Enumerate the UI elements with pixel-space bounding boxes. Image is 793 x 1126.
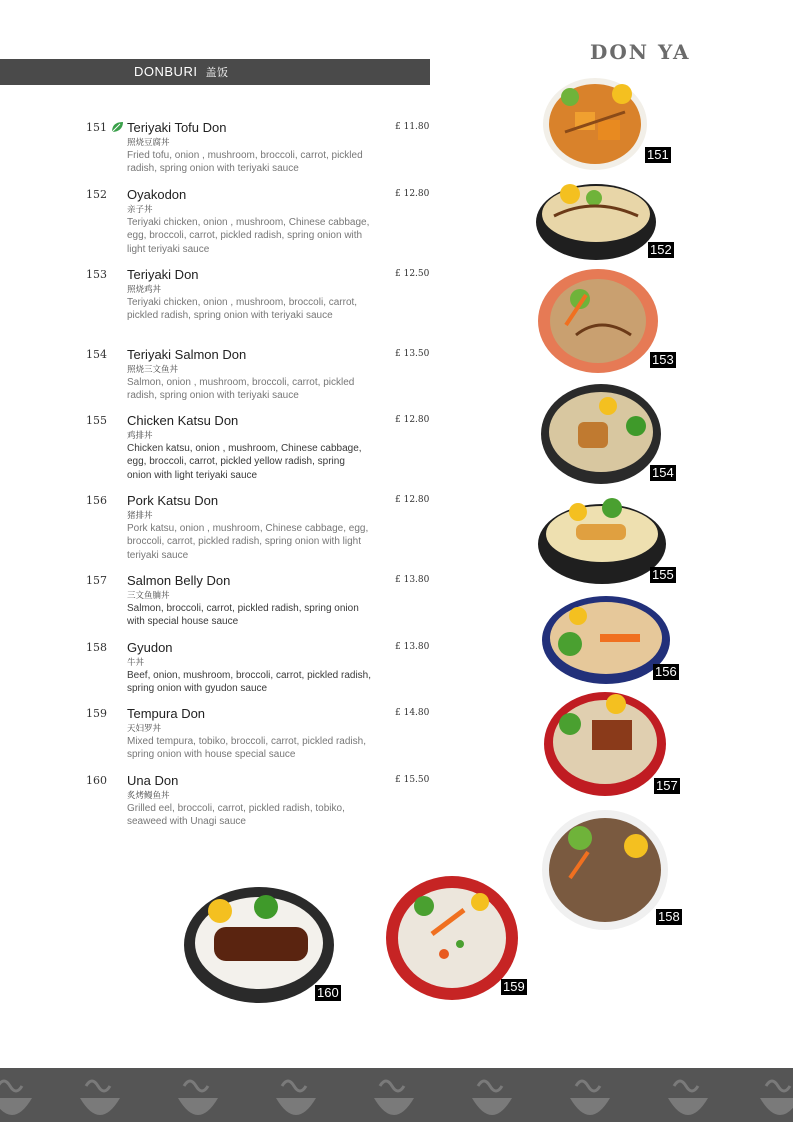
item-description: Mixed tempura, tobiko, broccoli, carrot, pickled radish, spring onion with house special sauce — [127, 736, 366, 761]
brand-logo: DON YA — [590, 40, 691, 64]
section-header — [0, 59, 430, 85]
item-price: £ 12.80 — [395, 415, 430, 425]
food-photo — [536, 265, 660, 375]
item-description: Teriyaki chicken, onion , mushroom, Chinese cabbage, egg, broccoli, carrot, pickled radish, spring onion with light teriyaki sauce — [127, 217, 370, 255]
item-price: £ 12.80 — [395, 189, 430, 199]
item-price: £ 13.50 — [395, 349, 430, 359]
item-number: 152 — [86, 188, 107, 201]
photo-label: 155 — [652, 567, 674, 582]
item-number: 154 — [86, 348, 107, 361]
item-name-cn: 三文鱼腩丼 — [127, 591, 170, 601]
item-number: 159 — [86, 707, 107, 720]
item-description: Salmon, onion , mushroom, broccoli, carrot, pickled radish, spring onion with teriyaki sauce — [127, 377, 355, 402]
item-name-cn: 亲子丼 — [127, 205, 153, 215]
item-name: Teriyaki Tofu Don — [127, 120, 227, 135]
food-photo — [536, 494, 668, 586]
item-name-cn: 鸡排丼 — [127, 431, 153, 441]
item-name-cn: 牛丼 — [127, 658, 145, 668]
section-title-cn: 盖饭 — [205, 67, 229, 79]
item-name: Teriyaki Don — [127, 267, 199, 282]
item-price: £ 13.80 — [395, 642, 430, 652]
item-price: £ 12.80 — [395, 495, 430, 505]
item-price: £ 14.80 — [395, 708, 430, 718]
item-name: Oyakodon — [127, 187, 187, 202]
item-description: Chicken katsu, onion , mushroom, Chinese cabbage, egg, broccoli, carrot, pickled yellow radish, spring onion with light teriyaki sauce — [127, 443, 362, 481]
photo-label: 156 — [655, 664, 677, 679]
item-name: Chicken Katsu Don — [127, 413, 239, 428]
food-photo — [542, 690, 668, 798]
item-price: £ 15.50 — [395, 775, 430, 785]
item-name: Tempura Don — [127, 706, 206, 721]
photo-label: 158 — [658, 909, 680, 924]
section-title: DONBURI 盖饭 — [134, 64, 229, 79]
food-photo — [384, 874, 520, 1002]
item-name: Gyudon — [127, 640, 173, 655]
footer-pattern — [0, 1068, 793, 1122]
bowl-pattern-icon — [0, 1068, 793, 1122]
photo-label: 154 — [652, 465, 674, 480]
item-number: 160 — [86, 774, 107, 787]
item-name-cn: 照烧豆腐丼 — [127, 138, 170, 148]
photo-label: 157 — [656, 778, 678, 793]
item-description: Salmon, broccoli, carrot, pickled radish, spring onion with special house sauce — [127, 603, 359, 628]
food-photo — [538, 382, 664, 486]
item-description: Fried tofu, onion , mushroom, broccoli, carrot, pickled radish, spring onion with teriyaki sauce — [127, 150, 363, 175]
item-number: 151 — [86, 121, 107, 134]
item-number: 156 — [86, 494, 107, 507]
item-name-cn: 照烧鸡丼 — [127, 285, 162, 295]
item-description: Grilled eel, broccoli, carrot, pickled radish, tobiko, seaweed with Unagi sauce — [127, 803, 345, 828]
item-description: Pork katsu, onion , mushroom, Chinese cabbage, egg, broccoli, carrot, pickled radish, spring onion with light teriyaki sauce — [127, 523, 369, 561]
leaf-icon — [110, 121, 124, 133]
item-number: 157 — [86, 574, 107, 587]
photo-label: 160 — [317, 985, 339, 1000]
photo-label: 152 — [650, 242, 672, 257]
food-photo — [182, 883, 336, 1005]
food-photo — [540, 72, 650, 172]
item-name-cn: 猪排丼 — [127, 511, 153, 521]
photo-label: 159 — [503, 979, 525, 994]
item-number: 153 — [86, 268, 107, 281]
food-photo — [534, 176, 658, 262]
item-price: £ 13.80 — [395, 575, 430, 585]
item-name-cn: 天妇罗丼 — [127, 724, 162, 734]
photo-label: 153 — [652, 352, 674, 367]
item-name: Teriyaki Salmon Don — [127, 347, 247, 362]
item-number: 158 — [86, 641, 107, 654]
item-name: Pork Katsu Don — [127, 493, 219, 508]
item-name: Una Don — [127, 773, 179, 788]
item-price: £ 11.80 — [395, 122, 430, 132]
item-name-cn: 炙烤鳗鱼丼 — [127, 791, 170, 801]
item-description: Beef, onion, mushroom, broccoli, carrot, pickled radish, spring onion with gyudon sauce — [127, 670, 371, 695]
item-name: Salmon Belly Don — [127, 573, 231, 588]
item-number: 155 — [86, 414, 107, 427]
photo-label: 151 — [647, 147, 669, 162]
food-photo — [540, 808, 670, 932]
item-price: £ 12.50 — [395, 269, 430, 279]
item-name-cn: 照烧三文鱼丼 — [127, 365, 179, 375]
item-description: Teriyaki chicken, onion , mushroom, broccoli, carrot, pickled radish, spring onion with teriyaki sauce — [127, 297, 358, 322]
